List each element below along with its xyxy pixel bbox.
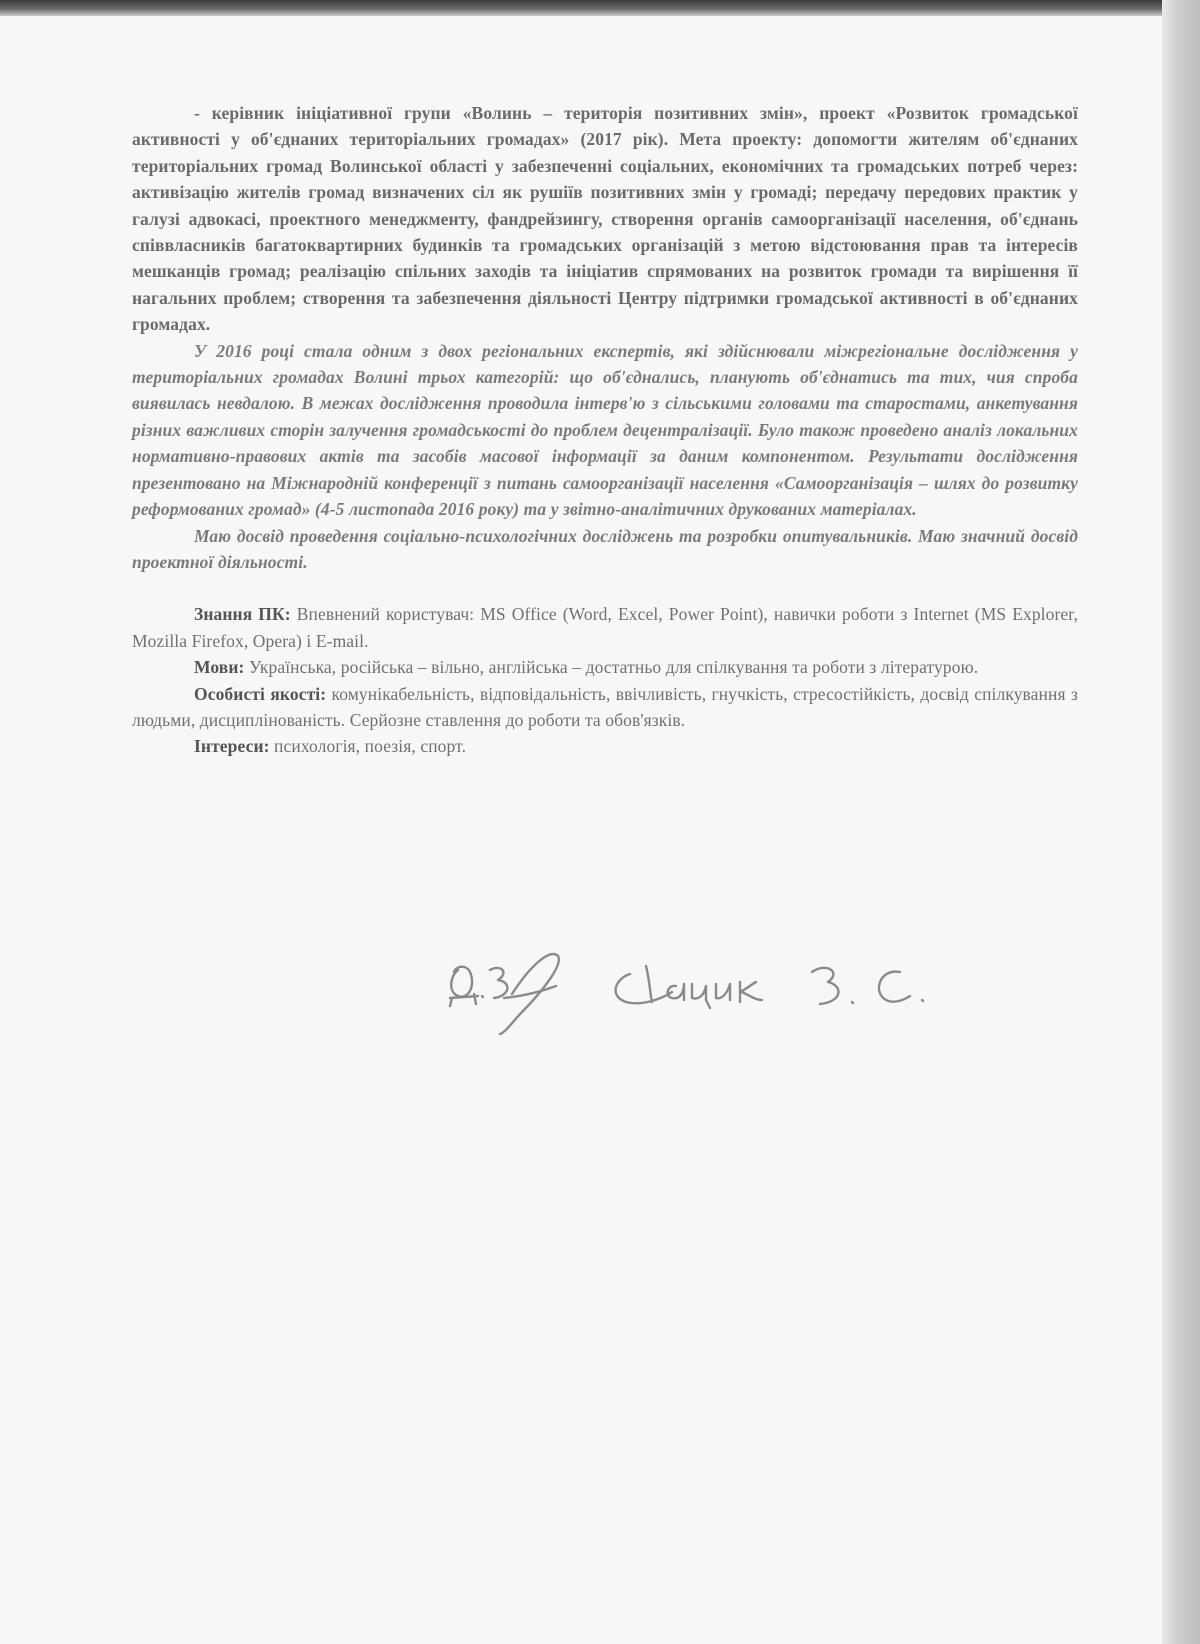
skill-interests-value: психологія, поезія, спорт.	[269, 736, 467, 757]
skill-qualities-label: Особисті якості:	[194, 683, 327, 704]
handwritten-signature	[440, 936, 980, 1036]
skill-qualities-value: комунікабельність, відповідальність, ввічливість, гнучкість, стресостійкість, досвід спілкування з людьми, дисциплінованість. Серйозне ставлення до роботи та обов'язків.	[132, 683, 1078, 730]
skills-section	[132, 601, 1078, 759]
scan-top-edge	[0, 0, 1200, 16]
skill-languages	[132, 654, 1078, 680]
skill-languages-value: Українська, російська – вільно, англійська – достатньо для спілкування та роботи з літературою.	[244, 657, 979, 678]
skill-interests	[132, 733, 1078, 759]
experience-paragraph: Маю досвід проведення соціально-психологічних досліджень та розробки опитувальників. Маю значний досвід проектної діяльності.	[132, 525, 1078, 572]
skill-pc-label: Знання ПК:	[194, 604, 291, 625]
document-body	[132, 100, 1078, 760]
document-page	[0, 16, 1162, 1644]
research-paragraph: У 2016 році стала одним з двох регіональних експертів, які здійснювали міжрегіональне дослідження у територіальних громадах Волині трьох категорій: що об'єднались, планують об'єднатись та тих, чия спроба виявилась невдалою. В межах дослідження проводила інтерв'ю з сільськими головами та старостами, анкетування різних важливих сторін залучення громадськості до проблем децентралізації. Було також проведено аналіз локальних нормативно-правових актів та засобів масової інформації за даним компонентом. Результати дослідження презентовано на Міжнародній конференції з питань самоорганізації населення «Самоорганізація – шлях до розвитку реформованих громад» (4-5 листопада 2016 року) та у звітно-аналітичних друкованих матеріалах.	[132, 340, 1078, 520]
skill-interests-label: Інтереси:	[194, 736, 270, 757]
skill-qualities	[132, 681, 1078, 734]
skill-pc-value: Впевнений користувач: MS Office (Word, Excel, Power Point), навички роботи з Internet (MS Explorer, Mozilla Firefox, Opera) і E-mail.	[132, 604, 1078, 651]
project-paragraph: - керівник ініціативної групи «Волинь – територія позитивних змін», проект «Розвиток громадської активності у об'єднаних територіальних громадах» (2017 рік). Мета проекту: допомогти жителям об'єднаних територіальних громад Волинської області у забезпеченні соціальних, економічних та громадських потреб через: активізацію жителів громад визначених сіл як рушіїв позитивних змін у громаді; передачу передових практик у галузі адвокасі, проектного менеджменту, фандрейзингу, створення органів самоорганізації населення, об'єднань співвласників багатоквартирних будинків та громадських організацій з метою відстоювання прав та інтересів мешканців громад; реалізацію спільних заходів та ініціатив спрямованих на розвиток громади та вирішення її нагальних проблем; створення та забезпечення діяльності Центру підтримки громадської активності в об'єднаних громадах.	[132, 103, 1078, 335]
scan-right-edge	[1162, 0, 1200, 1644]
skill-languages-label: Мови:	[194, 657, 245, 678]
skill-pc	[132, 601, 1078, 654]
